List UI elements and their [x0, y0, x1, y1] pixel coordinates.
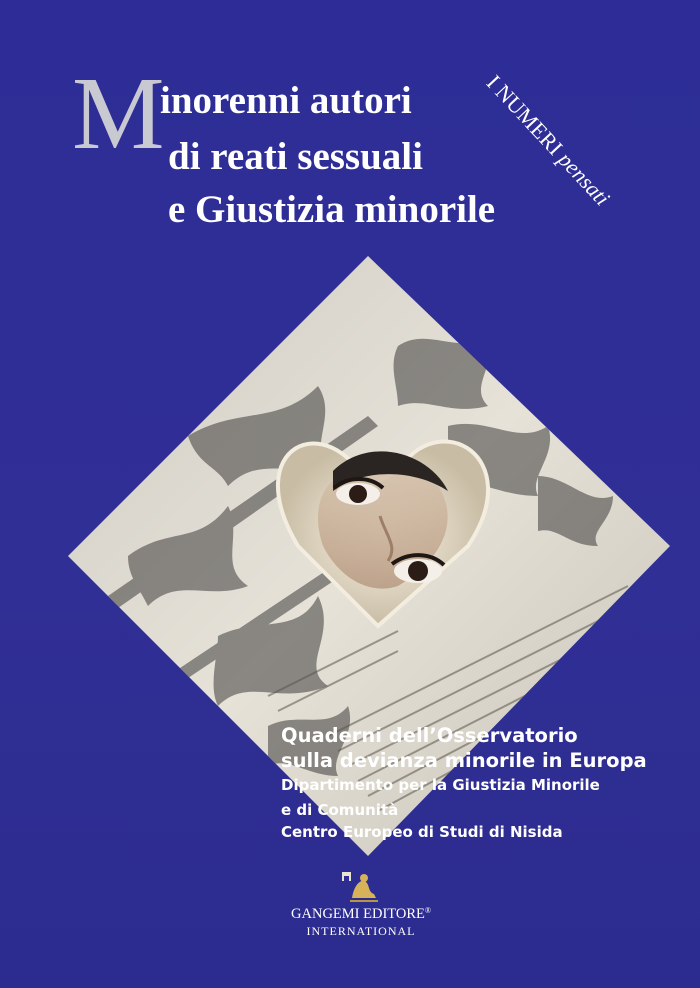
subtitle-line-5: Centro Europeo di Studi di Nisida [281, 823, 563, 841]
publisher-registered-mark: ® [424, 906, 431, 915]
series-prefix: I NUMERI [481, 70, 568, 160]
subtitle-line-4: e di Comunità [281, 801, 399, 819]
publisher-tagline: INTERNATIONAL [306, 924, 416, 938]
subtitle-line-3: Dipartimento per la Giustizia Minorile [281, 776, 600, 794]
publisher-block [272, 868, 462, 948]
publisher-name [272, 906, 450, 923]
title-line-1: inorenni autori [160, 79, 412, 122]
title-line-3: e Giustizia minorile [168, 188, 496, 231]
publisher-logo-icon [340, 868, 380, 904]
subtitle-line-1: Quaderni dell’Osservatorio [281, 724, 578, 747]
series-suffix: pensati [553, 146, 616, 211]
title-line-2: di reati sessuali [168, 135, 423, 178]
publisher-name-text: GANGEMI EDITORE [291, 906, 425, 922]
subtitle-line-2: sulla devianza minorile in Europa [281, 749, 647, 772]
title-dropcap: M [72, 56, 165, 171]
